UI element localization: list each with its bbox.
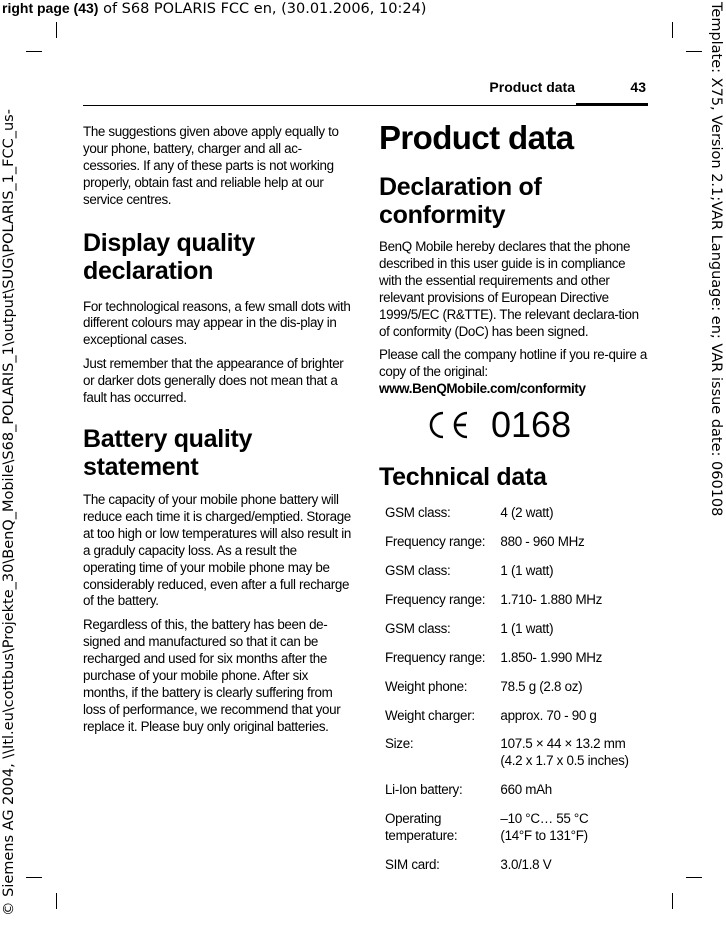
- display-quality-heading: Display quality declaration: [83, 228, 255, 285]
- spec-label: [385, 724, 500, 770]
- table-row: [385, 845, 649, 874]
- table-row: [385, 667, 649, 696]
- crop-mark: [672, 893, 673, 909]
- copyright-path-text: © Siemens AG 2004, \\Itl.eu\cottbus\Projekte_30\BenQ_Mobile\S68_POLARIS_1\output\SUG\POLARIS_1_FCC_us-: [1, 109, 17, 916]
- crop-mark: [672, 22, 673, 38]
- technical-data-heading: Technical data: [379, 463, 547, 492]
- spec-label-line: Li-Ion battery:: [385, 782, 463, 798]
- display-paragraph-2: Just remember that the appearance of brighter or darker dots generally does not mean that a fault has occurred.: [83, 356, 344, 406]
- template-info-text: Template: X75, Version 2.1;VAR Language: en; VAR issue date: 060108: [708, 2, 724, 517]
- table-row: [385, 505, 649, 522]
- table-row: [385, 696, 649, 725]
- spec-value: [500, 667, 649, 696]
- spec-label: [385, 609, 500, 638]
- spec-value: [500, 724, 649, 770]
- spec-label-line: Operating: [385, 811, 442, 827]
- ce-mark-icon: [425, 410, 471, 440]
- spec-value: [500, 638, 649, 667]
- right-column: [379, 119, 649, 874]
- technical-data-table: [385, 505, 649, 874]
- table-row: [385, 638, 649, 667]
- table-row: [385, 551, 649, 580]
- spec-value: [500, 770, 649, 799]
- crop-mark: [686, 51, 702, 52]
- header-rule: [83, 105, 576, 106]
- intro-paragraph: The suggestions given above apply equally to your phone, battery, charger and all ac-cessories. If any of these parts is not working properly, obtain fast and reliable help at our service centres.: [83, 124, 339, 207]
- spec-label-line: Frequency range:: [385, 649, 486, 665]
- left-column: [83, 124, 351, 743]
- spec-value: [500, 551, 649, 580]
- spec-label: [385, 551, 500, 580]
- spec-label-line: Weight charger:: [385, 707, 475, 723]
- spec-label: [385, 770, 500, 799]
- spec-value: [500, 845, 649, 874]
- spec-value-line: 107.5 × 44 × 13.2 mm: [500, 736, 626, 752]
- battery-paragraph-2: Regardless of this, the battery has been de-signed and manufactured so that it can be recharged and used for six months after the purchase of your mobile phone. After six months, if the battery is clearly suffering from loss of performance, we recommend that your replace it. Please buy only original batteries.: [83, 617, 341, 734]
- spec-value-line: 660 mAh: [500, 782, 552, 798]
- conformity-url: www.BenQMobile.com/conformity: [379, 381, 586, 397]
- table-row: [385, 522, 649, 551]
- spec-value-line: (14°F to 131°F): [500, 828, 588, 844]
- crop-mark: [26, 877, 42, 878]
- print-header-info: of S68 POLARIS FCC en, (30.01.2006, 10:24): [98, 1, 427, 17]
- spec-value-line: –10 °C… 55 °C: [500, 811, 589, 827]
- spec-value: [500, 580, 649, 609]
- spec-value-line: 1.710- 1.880 MHz: [500, 591, 603, 607]
- spec-value-line: 1 (1 watt): [500, 620, 554, 636]
- table-row: [385, 799, 649, 845]
- table-row: [385, 770, 649, 799]
- crop-mark: [686, 877, 702, 878]
- table-row: [385, 724, 649, 770]
- spec-value-line: approx. 70 - 90 g: [500, 707, 597, 723]
- spec-label-line: Frequency range:: [385, 534, 486, 550]
- spec-value-line: 4 (2 watt): [500, 505, 554, 521]
- spec-label: [385, 696, 500, 725]
- spec-value-line: 3.0/1.8 V: [500, 856, 552, 872]
- print-header-page: right page (43): [2, 0, 99, 16]
- battery-paragraph-1: The capacity of your mobile phone battery will reduce each time it is charged/emptied. Storage at too high or low temperatures will also result in a graduly capacity loss. As a result the operating time of your mobile phone may be considerably reduced, even after a full recharge of the battery.: [83, 491, 351, 609]
- spec-label-line: Frequency range:: [385, 591, 486, 607]
- notified-body-number: 0168: [491, 404, 572, 446]
- spec-label: [385, 580, 500, 609]
- spec-label: [385, 667, 500, 696]
- conformity-paragraph: BenQ Mobile hereby declares that the phone described in this user guide is in compliance with the essential requirements and other relevant provisions of European Directive 1999/5/EC (R&TTE). The relevant declara-tion of conformity (DoC) has been signed.: [379, 239, 639, 339]
- spec-value: [500, 505, 649, 522]
- table-row: [385, 580, 649, 609]
- header-rule-accent: [576, 103, 648, 106]
- spec-label-line: GSM class:: [385, 505, 451, 521]
- display-paragraph-1: For technological reasons, a few small dots with different colours may appear in the dis-play in exceptional cases.: [83, 298, 351, 348]
- spec-label-line: GSM class:: [385, 620, 451, 636]
- running-head-title: Product data: [489, 79, 575, 95]
- table-row: [385, 609, 649, 638]
- spec-label-line: Weight phone:: [385, 678, 468, 694]
- chapter-title: Product data: [379, 119, 574, 156]
- spec-value: [500, 522, 649, 551]
- crop-mark: [56, 22, 57, 38]
- spec-label: [385, 638, 500, 667]
- spec-label-line: Size:: [385, 736, 414, 752]
- spec-label-line: GSM class:: [385, 562, 451, 578]
- spec-value-line: 880 - 960 MHz: [500, 534, 585, 550]
- spec-label: [385, 799, 500, 845]
- conformity-request: Please call the company hotline if you re-quire a copy of the original:: [379, 347, 647, 380]
- spec-label: [385, 845, 500, 874]
- spec-value-line: 1 (1 watt): [500, 562, 554, 578]
- page-number: 43: [630, 79, 646, 95]
- spec-value: [500, 696, 649, 725]
- spec-value: [500, 799, 649, 845]
- print-header: [2, 0, 426, 17]
- spec-label: [385, 522, 500, 551]
- battery-quality-heading: Battery quality statement: [83, 424, 253, 481]
- spec-label: [385, 505, 500, 522]
- spec-value: [500, 609, 649, 638]
- spec-label-line: SIM card:: [385, 856, 440, 872]
- spec-label-line: temperature:: [385, 828, 458, 844]
- spec-value-line: 78.5 g (2.8 oz): [500, 678, 583, 694]
- crop-mark: [26, 51, 42, 52]
- ce-marking: [425, 405, 649, 445]
- crop-mark: [56, 893, 57, 909]
- conformity-heading: Declaration of conformity: [379, 173, 542, 229]
- spec-value-line: 1.850- 1.990 MHz: [500, 649, 603, 665]
- spec-value-line: (4.2 x 1.7 x 0.5 inches): [500, 753, 629, 769]
